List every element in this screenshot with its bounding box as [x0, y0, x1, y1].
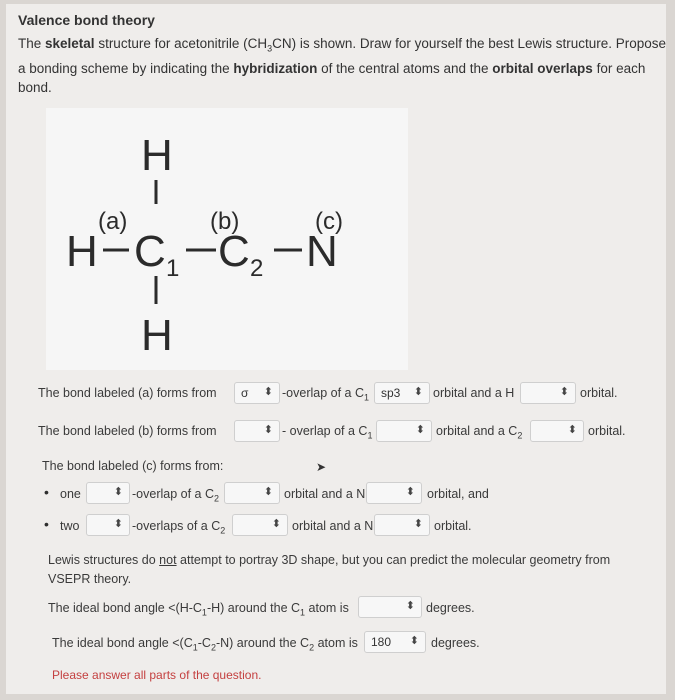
atom-h-left: H	[66, 227, 98, 276]
label-c: (c)	[315, 208, 343, 235]
atom-c2: C	[218, 227, 250, 276]
angle1-select[interactable]	[358, 596, 422, 618]
atom-h-top: H	[141, 131, 173, 180]
updown-icon: ⬍	[415, 424, 425, 436]
updown-icon: ⬍	[263, 486, 273, 498]
option-two-label: two	[60, 519, 80, 533]
atom-c1: C	[134, 227, 166, 276]
option-one-c2-select[interactable]	[224, 482, 280, 504]
angle2-text: The ideal bond angle $<(C_1-C_2-N)$ around the $C_2$ atom is	[52, 636, 358, 653]
question-b-overlap-select[interactable]	[234, 420, 280, 442]
angle2-select[interactable]: 180 ⬍	[364, 631, 426, 653]
question-a-text3: orbital and a H	[433, 386, 515, 400]
question-a-overlap-select[interactable]: σ ⬍	[234, 382, 280, 404]
validation-warning: Please answer all parts of the question.	[52, 668, 262, 682]
option-two-text3: orbital and a N	[292, 519, 374, 533]
updown-icon: ⬍	[113, 518, 123, 530]
option-one-overlap-select[interactable]	[86, 482, 130, 504]
question-a-hybrid-select[interactable]: sp3 ⬍	[374, 382, 430, 404]
question-b-prefix: The bond labeled (b) forms from	[38, 424, 217, 438]
option-two-n-select[interactable]	[374, 514, 430, 536]
question-card	[6, 4, 666, 694]
question-b-text4: orbital.	[588, 424, 626, 438]
updown-icon: ⬍	[405, 486, 415, 498]
angle2-unit: degrees.	[431, 636, 480, 650]
question-b-text2: - overlap of a $C_1$	[282, 424, 373, 441]
updown-icon: ⬍	[567, 424, 577, 436]
option-one-n-select[interactable]	[366, 482, 422, 504]
bullet-icon: •	[44, 516, 49, 532]
updown-icon: ⬍	[559, 386, 569, 398]
atom-n: N	[306, 227, 338, 276]
option-one-label: one	[60, 487, 81, 501]
updown-icon: ⬍	[271, 518, 281, 530]
question-a-h-orbital-select[interactable]	[520, 382, 576, 404]
intro-text: The skeletal structure for acetonitrile $(CH_3CN)$ is shown. Draw for yourself the best Lewis structure. Propose a bonding scheme by indicating the hybridization of the central atoms and the orbital overlaps for each bond.	[18, 36, 667, 95]
updown-icon: ⬍	[409, 635, 419, 647]
question-b-hybrid-select[interactable]	[376, 420, 432, 442]
label-b: (b)	[210, 208, 240, 235]
updown-icon: ⬍	[263, 386, 273, 398]
option-two-text2: -overlaps of a $C_2$	[132, 519, 226, 536]
section-title: Valence bond theory	[18, 12, 155, 28]
option-two-text4: orbital.	[434, 519, 472, 533]
mouse-cursor-icon: ➤	[316, 460, 327, 474]
option-one-text2: -overlap of a $C_2$	[132, 487, 219, 504]
vsepr-note: Lewis structures do not attempt to portray 3D shape, but you can predict the molecular geometry from VSEPR theory.	[48, 553, 611, 586]
angle1-unit: degrees.	[426, 601, 475, 615]
option-one-text3: orbital and a N	[284, 487, 366, 501]
skeletal-structure	[46, 108, 408, 370]
atom-c2-subscript: 2	[250, 255, 264, 282]
updown-icon: ⬍	[113, 486, 123, 498]
question-b-c2-orbital-select[interactable]	[530, 420, 584, 442]
question-a-text2: -overlap of a $C_1$	[282, 386, 369, 403]
atom-h-bottom: H	[141, 311, 173, 360]
label-a: (a)	[98, 208, 128, 235]
atom-c1-subscript: 1	[166, 255, 180, 282]
question-b-text3: orbital and a $C_2$	[436, 424, 523, 441]
angle1-text: The ideal bond angle $<(H-C_1-H)$ around the $C_1$ atom is	[48, 601, 349, 618]
question-c-prefix: The bond labeled (c) forms from:	[42, 459, 224, 473]
question-a-prefix: The bond labeled (a) forms from	[38, 386, 217, 400]
option-one-text4: orbital, and	[427, 487, 489, 501]
option-two-overlap-select[interactable]	[86, 514, 130, 536]
updown-icon: ⬍	[413, 386, 423, 398]
updown-icon: ⬍	[263, 424, 273, 436]
bullet-icon: •	[44, 484, 49, 500]
option-two-c2-select[interactable]	[232, 514, 288, 536]
updown-icon: ⬍	[413, 518, 423, 530]
question-a-text4: orbital.	[580, 386, 618, 400]
updown-icon: ⬍	[405, 600, 415, 612]
